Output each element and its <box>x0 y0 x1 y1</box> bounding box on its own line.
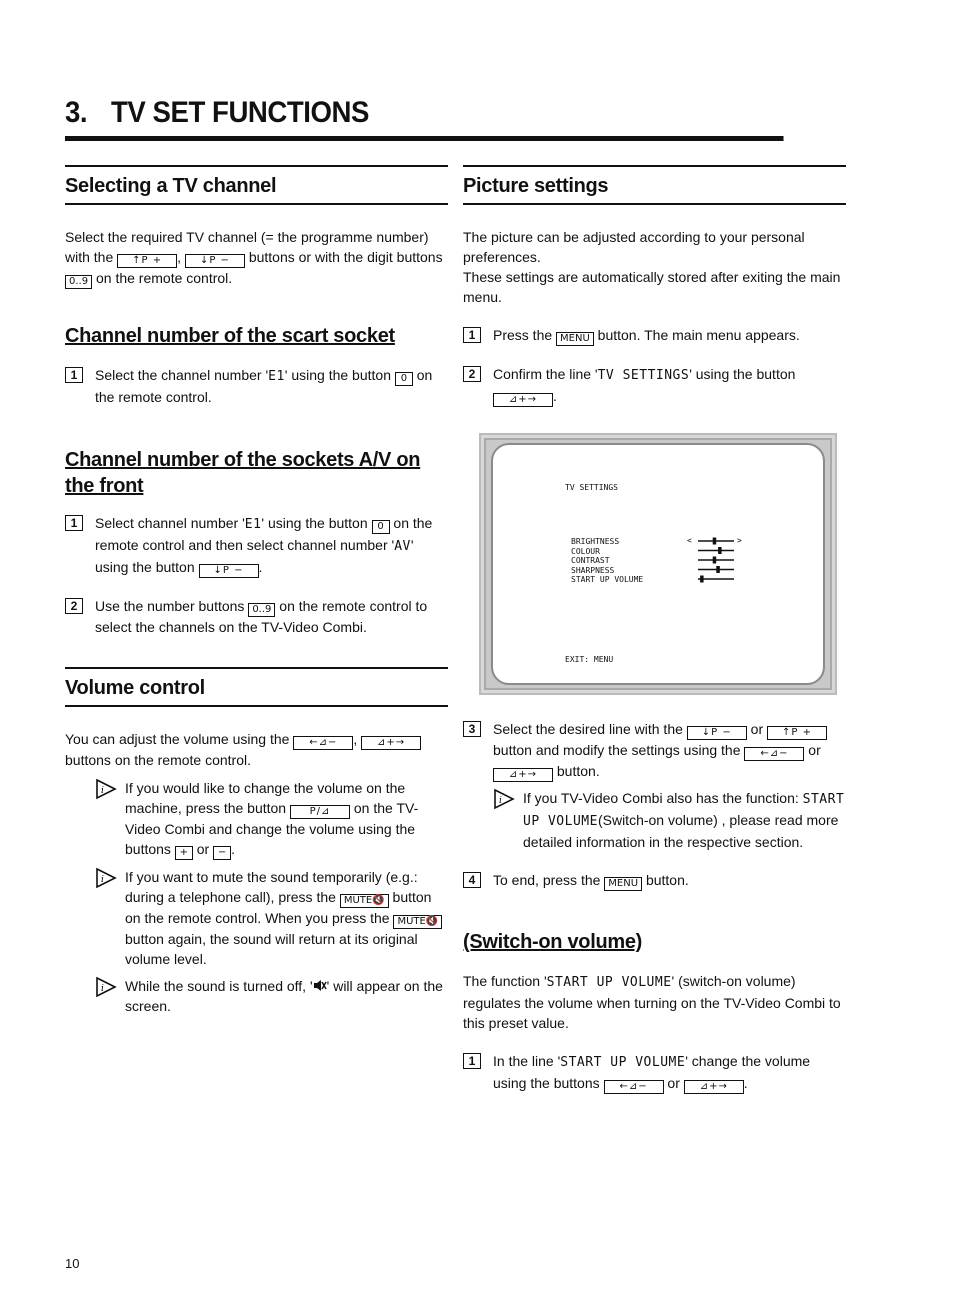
note3-text-b: ' will appear on the screen. <box>125 978 443 1014</box>
key-zero: 0 <box>372 520 390 534</box>
volume-note-2 <box>95 867 448 969</box>
svg-text:i: i <box>499 796 502 806</box>
note1-text-a: If you would like to change the volume on the machine, press the button <box>125 780 406 816</box>
key-vol-down: ←⊿− <box>744 747 804 761</box>
selecting-text-3: on the remote control. <box>95 270 233 286</box>
osd-item: CONTRAST <box>571 556 610 565</box>
switch-on-intro <box>463 971 846 1033</box>
pic-step4-text-a: To end, press the <box>493 872 601 888</box>
volume-note-3 <box>95 976 448 1016</box>
step-number: 2 <box>463 366 481 382</box>
selecting-text-2: buttons or with the digit buttons <box>248 249 443 265</box>
pic-step2-end: . <box>553 388 557 404</box>
osd-item: COLOUR <box>571 546 600 556</box>
switch-step1-text-a: In the line ' <box>493 1053 561 1069</box>
key-p-up: ↑P + <box>117 254 177 268</box>
switch-step1-or: or <box>667 1075 680 1091</box>
key-p-up: ↑P + <box>767 726 827 740</box>
pic-step3-text-a: Select the desired line with the <box>493 721 683 737</box>
av-step-1 <box>65 513 448 578</box>
picture-intro: The picture can be adjusted according to your personal preferences. These settings are automatically stored after exiting the main menu. <box>463 229 841 305</box>
osd-title: TV SETTINGS <box>565 483 618 492</box>
key-digits: 0..9 <box>65 275 92 289</box>
av-step1-text-d: ' using the button <box>95 537 414 575</box>
picture-step-3 <box>463 719 846 782</box>
key-zero: 0 <box>395 372 413 386</box>
switch-intro-code: START UP VOLUME <box>546 975 672 990</box>
info-icon <box>95 976 117 998</box>
left-column <box>65 165 448 1016</box>
osd-exit: EXIT: MENU <box>565 655 614 664</box>
av-step1-code: E1 <box>244 517 262 532</box>
switch-step1-code: START UP VOLUME <box>560 1055 686 1070</box>
key-menu: MENU <box>556 332 594 346</box>
note3-text-a: While the sound is turned off, ' <box>125 978 313 994</box>
av-step-2 <box>65 596 448 637</box>
scart-step-text-b: ' using the button <box>284 367 391 383</box>
chapter-title <box>65 96 784 141</box>
av-step1-text-e: . <box>258 559 263 575</box>
info-icon <box>95 867 117 889</box>
pic-step3-or-2: or <box>808 742 821 758</box>
info-icon <box>493 788 515 810</box>
pic-step1-text-a: Press the <box>493 327 553 343</box>
info-icon <box>95 778 117 800</box>
heading-volume-control: Volume control <box>65 667 448 707</box>
picture-step-1 <box>463 325 846 346</box>
key-vol-up: ⊿+→ <box>493 393 553 407</box>
switch-step1-end: . <box>743 1075 748 1091</box>
key-digits: 0..9 <box>248 603 275 617</box>
step-number: 3 <box>463 721 481 737</box>
av-step1-text-b: ' using the button <box>261 515 368 531</box>
step-number: 2 <box>65 598 83 614</box>
note2-text-b: button on the remote control. When you press the <box>125 889 432 926</box>
key-vol-up: ⊿+→ <box>493 768 553 782</box>
key-p-down: ↓P − <box>687 726 747 740</box>
tv-settings-screen <box>479 433 837 695</box>
volume-intro-b: buttons on the remote control. <box>65 752 251 768</box>
volume-intro <box>65 729 448 770</box>
heading-scart-socket: Channel number of the scart socket <box>65 325 395 347</box>
pic-step4-text-b: button. <box>645 872 689 888</box>
note2-text-a: If you want to mute the sound temporarily (e.g.: during a telephone call), press the <box>125 869 418 905</box>
osd-level-knob <box>713 557 717 564</box>
chapter-number: 3. <box>65 96 88 129</box>
osd-arrow-right: > <box>737 536 742 545</box>
selecting-text-1: Select the required TV channel (= the programme number) with the <box>65 229 429 265</box>
note1-end: . <box>231 841 235 857</box>
volume-intro-a: You can adjust the volume using the <box>65 731 290 747</box>
picture-note <box>493 788 846 852</box>
osd-item: BRIGHTNESS <box>571 537 620 546</box>
key-vol-down: ←⊿− <box>293 736 353 750</box>
volume-intro-sep: , <box>353 731 358 747</box>
pic-step3-text-b: button and modify the settings using the <box>493 742 741 758</box>
av-step2-text-b: on the remote control to select the channels on the TV-Video Combi. <box>95 598 428 635</box>
osd-level-knob <box>718 547 722 554</box>
osd-menu-list <box>571 537 643 585</box>
pic-note-text-b: (Switch-on volume) , please read more detailed information in the respective section. <box>523 812 839 850</box>
osd-level-knob <box>700 576 704 583</box>
heading-selecting-channel: Selecting a TV channel <box>65 165 448 205</box>
key-vol-up: ⊿+→ <box>361 736 421 750</box>
note2-text-c: button again, the sound will return at its original volume level. <box>125 931 418 967</box>
tv-screen-display <box>491 443 825 685</box>
key-minus: − <box>213 846 231 860</box>
step-number: 4 <box>463 872 481 888</box>
key-p-down: ↓P − <box>185 254 245 268</box>
step-number: 1 <box>65 515 83 531</box>
osd-item: START UP VOLUME <box>571 575 644 584</box>
key-p-down: ↓P − <box>199 564 259 578</box>
svg-text:i: i <box>101 786 104 796</box>
pic-note-code: START UP VOLUME <box>523 792 845 829</box>
step-number: 1 <box>65 367 83 383</box>
right-column <box>463 165 846 1094</box>
chapter-heading: TV SET FUNCTIONS <box>111 96 369 129</box>
pic-step3-text-c: button. <box>556 763 600 779</box>
pic-step1-text-b: button. The main menu appears. <box>597 327 800 343</box>
switch-intro-b: ' (switch-on volume) regulates the volume when turning on the TV-Video Combi to this preset value. <box>463 973 841 1031</box>
pic-note-text-a: If you TV-Video Combi also has the function: <box>523 790 799 806</box>
step-number: 1 <box>463 327 481 343</box>
av-step2-text-a: Use the number buttons <box>95 598 245 614</box>
key-mute: MUTE🔇 <box>340 894 389 908</box>
svg-text:i: i <box>101 984 104 994</box>
av-step1-text-a: Select channel number ' <box>95 515 245 531</box>
osd-item: SHARPNESS <box>571 565 615 575</box>
scart-step-text-c: on the remote control. <box>95 367 433 405</box>
switch-step1-text-b: ' change the volume using the buttons <box>493 1053 811 1091</box>
key-vol-up: ⊿+→ <box>684 1080 744 1094</box>
key-vol-down: ←⊿− <box>604 1080 664 1094</box>
osd-arrow-left: < <box>687 536 692 545</box>
scart-step-text-a: Select the channel number ' <box>95 367 269 383</box>
switch-on-step-1 <box>463 1051 846 1094</box>
osd-level-knob <box>713 538 717 545</box>
heading-switch-on-volume: (Switch-on volume) <box>463 931 643 953</box>
osd-level-knob <box>716 566 720 573</box>
pic-step2-text-a: Confirm the line ' <box>493 366 598 382</box>
pic-step3-or-1: or <box>750 721 764 737</box>
pic-step2-code: TV SETTINGS <box>597 368 690 383</box>
scart-step-1 <box>65 365 448 407</box>
selecting-paragraph <box>65 227 448 289</box>
av-step1-text-c: on the remote control and then select channel number ' <box>95 515 433 553</box>
pic-step2-text-b: ' using the button <box>689 366 796 382</box>
av-step1-code-2: AV <box>394 539 411 554</box>
picture-step-4 <box>463 870 846 891</box>
osd-level-bars <box>696 536 736 586</box>
heading-av-front: Channel number of the sockets A/V on the front <box>65 449 421 497</box>
note1-text-b: on the TV-Video Combi and change the volume using the buttons <box>125 800 419 857</box>
picture-step-2 <box>463 364 846 407</box>
heading-picture-settings: Picture settings <box>463 165 846 205</box>
note1-or: or <box>196 841 210 857</box>
mute-icon <box>313 979 327 992</box>
step-number: 1 <box>463 1053 481 1069</box>
key-p-vol: P/⊿ <box>290 805 350 819</box>
switch-intro-a: The function ' <box>463 973 547 989</box>
scart-step-code: E1 <box>268 369 285 384</box>
selecting-sep: , <box>177 249 182 265</box>
page-number: 10 <box>65 1256 80 1271</box>
volume-note-1 <box>95 778 448 860</box>
key-mute: MUTE🔇 <box>393 915 442 929</box>
key-menu: MENU <box>604 877 642 891</box>
key-plus: + <box>175 846 193 860</box>
svg-text:i: i <box>101 875 104 885</box>
